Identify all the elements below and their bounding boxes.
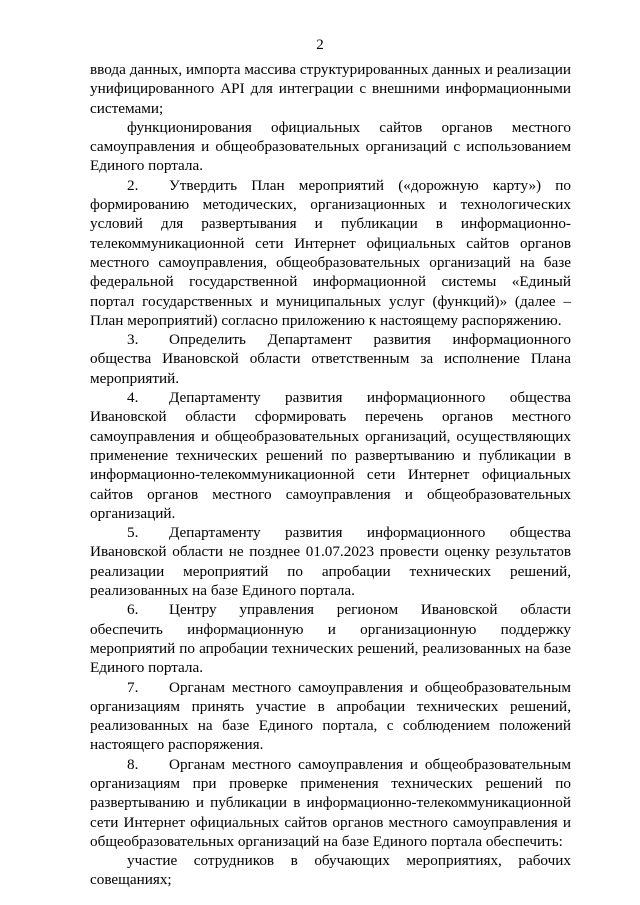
paragraph-staff-participation: [90, 851, 571, 890]
paragraph-portal-sites: [90, 118, 571, 176]
paragraph-number: 2.: [127, 176, 139, 194]
paragraph-text: Департаменту развития информационного общества Ивановской области не позднее 01.07.2023 провести оценку результатов реализации мероприятий по апробации технических решений, реализованных на базе Единого портала.: [90, 524, 571, 600]
paragraph-item-4: [90, 388, 571, 523]
paragraph-text: Центру управления регионом Ивановской области обеспечить информационную и организационную поддержку мероприятий по апробации технических решений, реализованных на базе Единого портала.: [90, 601, 571, 677]
paragraph-item-2: [90, 176, 571, 330]
paragraph-text: функционирования официальных сайтов органов местного самоуправления и общеобразовательных организаций с использованием Единого портала.: [90, 118, 571, 175]
paragraph-text: Департаменту развития информационного общества Ивановской области сформировать перечень органов местного самоуправления и общеобразовательных организаций, осуществляющих применение технических решений по развертыванию и публикации в информационно-телекоммуникационной сети Интернет официальных сайтов органов местного самоуправления и общеобразовательных организаций.: [90, 389, 571, 522]
paragraph-number: 8.: [127, 755, 139, 773]
paragraph-item-5: [90, 523, 571, 600]
paragraph-item-6: [90, 600, 571, 677]
paragraph-item-3: [90, 330, 571, 388]
paragraph-item-8: [90, 755, 571, 851]
paragraph-item-7: [90, 678, 571, 755]
paragraph-number: 6.: [127, 601, 139, 619]
paragraph-number: 4.: [127, 389, 139, 407]
paragraph-text: ввода данных, импорта массива структурированных данных и реализации унифицированного API для интеграции с внешними информационными системами;: [90, 61, 571, 117]
paragraph-1-continuation: [90, 60, 571, 118]
page-number: 2: [316, 37, 324, 53]
paragraph-text: участие сотрудников в обучающих мероприятиях, рабочих совещаниях;: [90, 852, 571, 889]
paragraph-text: Определить Департамент развития информационного общества Ивановской области ответственным за исполнение Плана мероприятий.: [90, 331, 571, 387]
paragraph-number: 7.: [127, 678, 139, 696]
paragraph-number: 5.: [127, 524, 139, 542]
paragraph-text: Утвердить План мероприятий («дорожную карту») по формированию методических, организационных и технологических условий для развертывания и публикации в информационно-телекоммуникационной сети Интернет официальных сайтов органов местного самоуправления, общеобразовательных организаций на базе федеральной государственной информационной системы «Единый портал государственных и муниципальных услуг (функций)» (далее – План мероприятий) согласно приложению к настоящему распоряжению.: [90, 176, 571, 329]
paragraph-number: 3.: [127, 331, 139, 349]
paragraph-text: Органам местного самоуправления и общеобразовательным организациям при проверке применения технических решений по развертыванию и публикации в информационно-телекоммуникационной сети Интернет официальных сайтов органов местного самоуправления и общеобразовательных организаций на базе Единого портала обеспечить:: [90, 755, 571, 850]
paragraph-text: Органам местного самоуправления и общеобразовательным организациям принять участие в апробации технических решений, реализованных на базе Единого портала, с соблюдением положений настоящего распоряжения.: [90, 678, 571, 754]
document-body: [90, 60, 571, 890]
